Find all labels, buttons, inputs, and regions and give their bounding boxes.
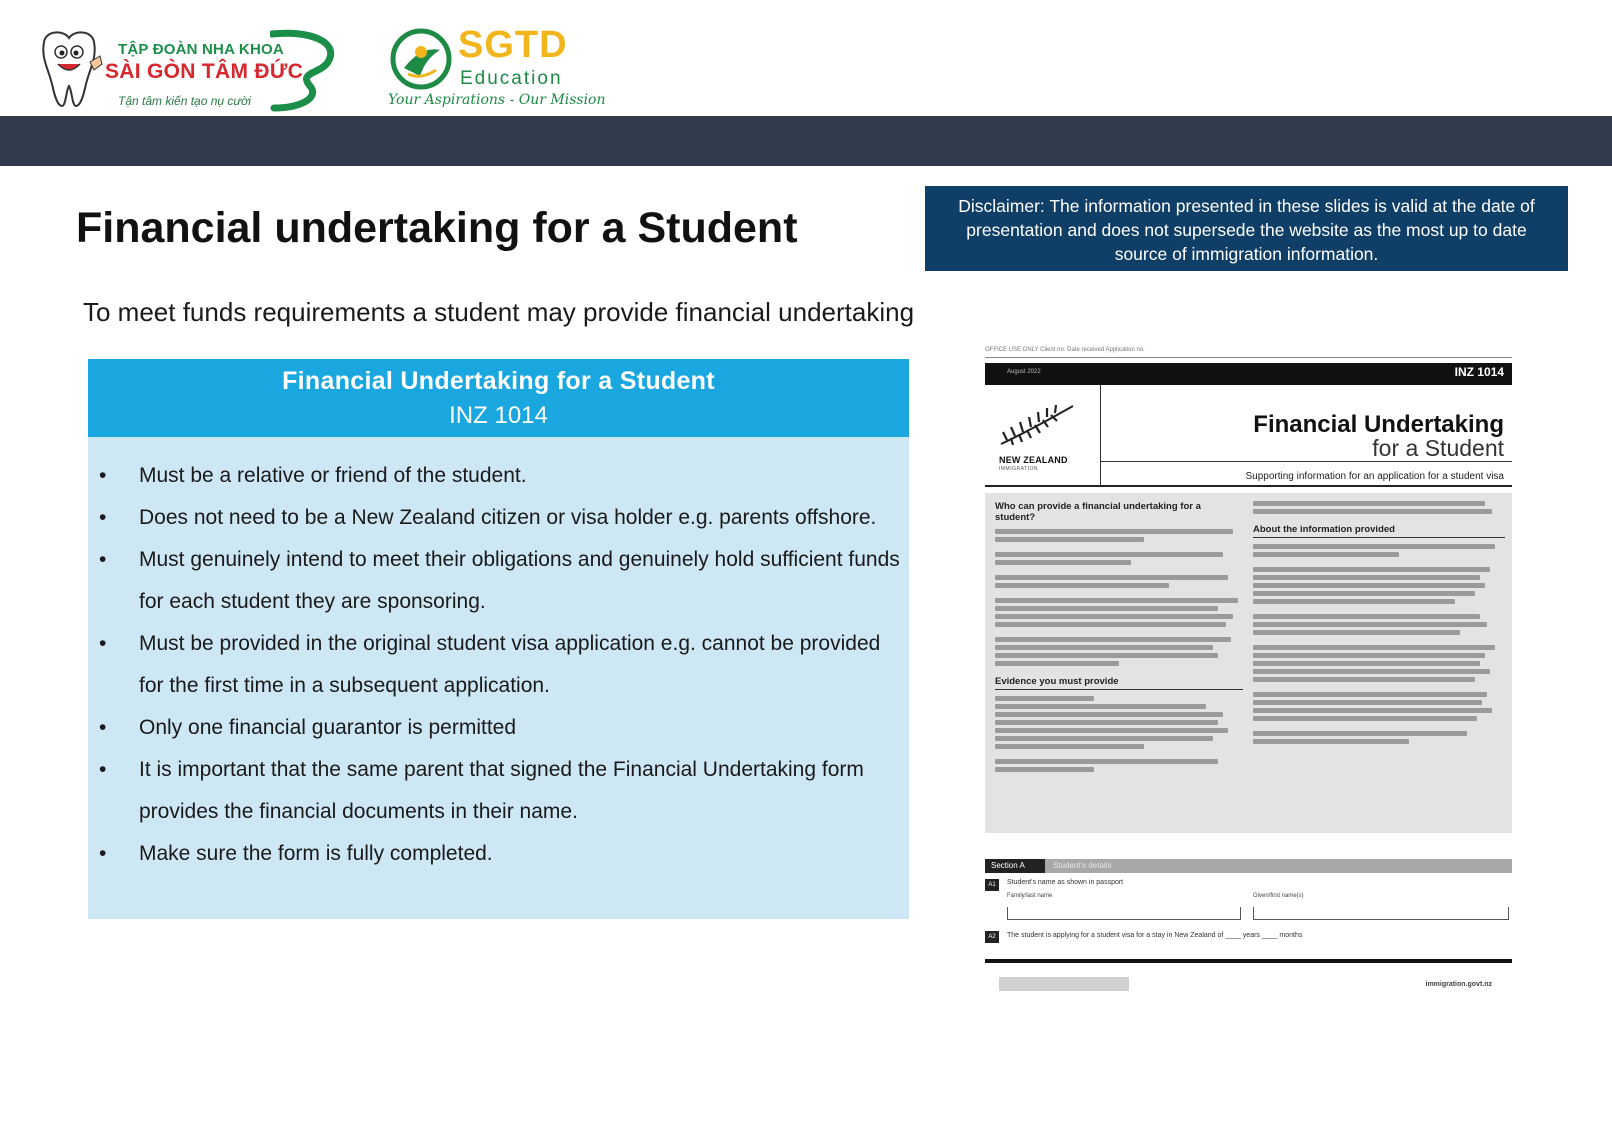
- form-info-right-column: [1253, 501, 1505, 747]
- form-question-label: A2: [985, 931, 999, 943]
- list-item-text: Make sure the form is fully completed.: [139, 842, 493, 865]
- logo-education: Education: [460, 68, 563, 89]
- form-divider: [985, 485, 1512, 487]
- list-item-text: Does not need to be a New Zealand citizen or visa holder e.g. parents offshore.: [139, 506, 877, 529]
- list-item: [88, 539, 909, 623]
- inz1014-form-image: [985, 347, 1512, 1002]
- form-section-title: Student's details: [1053, 861, 1112, 870]
- list-item: [88, 833, 909, 875]
- list-item-text: It is important that the same parent that signed the Financial Undertaking form provides the financial documents in their name.: [139, 758, 864, 823]
- logo-line-1: TẬP ĐOÀN NHA KHOA: [118, 41, 284, 58]
- disclaimer-box: Disclaimer: The information presented in these slides is valid at the date of presentation and does not supersede the website as the most up to date source of immigration information.: [925, 186, 1568, 271]
- requirements-list: [88, 455, 909, 875]
- form-code: INZ 1014: [1454, 365, 1504, 379]
- header-bar: [0, 116, 1612, 166]
- form-info-section: [985, 493, 1512, 833]
- form-footer-url: immigration.govt.nz: [1425, 981, 1492, 988]
- form-divider: [1100, 461, 1512, 462]
- form-info-left-column: [995, 501, 1243, 775]
- bullet-icon: •: [99, 632, 107, 655]
- form-heading: Who can provide a financial undertaking for a student?: [995, 501, 1201, 523]
- list-item: [88, 623, 909, 707]
- form-office-strip: OFFICE USE ONLY Client no. Date received Application no.: [985, 347, 1512, 358]
- silver-fern-icon: [997, 402, 1077, 447]
- form-divider: [1100, 385, 1101, 485]
- logo-mission-tagline: Your Aspirations - Our Mission: [388, 92, 606, 108]
- list-item-text: Must genuinely intend to meet their obligations and genuinely hold sufficient funds for each student they are sponsoring.: [139, 548, 900, 613]
- form-black-bar: [985, 363, 1512, 385]
- form-question-text: The student is applying for a student visa for a stay in New Zealand of ____ years ____ months: [1007, 932, 1303, 939]
- info-panel: [88, 359, 909, 919]
- form-footer-rule: [985, 959, 1512, 963]
- list-item-text: Only one financial guarantor is permitted: [139, 716, 517, 739]
- list-item: [88, 497, 909, 539]
- logo-swoosh-icon: [270, 28, 350, 112]
- bullet-icon: •: [99, 548, 107, 571]
- form-org-sub: IMMIGRATION: [999, 466, 1039, 472]
- form-field-label: Family/last name: [1007, 893, 1053, 899]
- list-item-text: Must be a relative or friend of the student.: [139, 464, 527, 487]
- form-field-box: [1007, 907, 1241, 920]
- info-panel-heading: Financial Undertaking for a Student: [282, 367, 715, 395]
- logo-line-2: SÀI GÒN TÂM ĐỨC: [105, 60, 304, 83]
- mbie-logo: [999, 977, 1129, 991]
- form-subtitle: Supporting information for an application for a student visa: [1245, 471, 1504, 482]
- info-panel-header: [88, 359, 909, 437]
- form-org-name: NEW ZEALAND: [999, 455, 1068, 465]
- sgtd-education-logo: [388, 24, 606, 116]
- form-date: August 2022: [1007, 369, 1041, 375]
- form-question-text: Student's name as shown in passport: [1007, 879, 1124, 886]
- slide-title: Financial undertaking for a Student: [76, 204, 798, 252]
- form-title-line-2: for a Student: [1372, 435, 1504, 461]
- bullet-icon: •: [99, 758, 107, 781]
- bullet-icon: •: [99, 506, 107, 529]
- slide-subtitle: To meet funds requirements a student may provide financial undertaking: [83, 297, 915, 327]
- list-item-text: Must be provided in the original student visa application e.g. cannot be provided for the first time in a subsequent application.: [139, 632, 881, 697]
- bullet-icon: •: [99, 842, 107, 865]
- bullet-icon: •: [99, 716, 107, 739]
- form-field-label: Given/first name(s): [1253, 893, 1304, 899]
- saigon-tam-duc-logo: [32, 24, 352, 114]
- form-heading: Evidence you must provide: [995, 676, 1243, 690]
- bullet-icon: •: [99, 464, 107, 487]
- form-title-line-1: Financial Undertaking: [1253, 411, 1504, 438]
- form-section-label: Section A: [985, 859, 1045, 873]
- form-question-label: A1: [985, 879, 999, 891]
- form-field-box: [1253, 907, 1509, 920]
- list-item: [88, 707, 909, 749]
- list-item: [88, 749, 909, 833]
- info-panel-code: INZ 1014: [449, 402, 548, 429]
- sgtd-emblem-icon: [390, 28, 452, 90]
- logo-tagline: Tận tâm kiến tạo nụ cười: [118, 94, 251, 108]
- tooth-mascot-icon: [34, 28, 104, 110]
- form-heading: About the information provided: [1253, 524, 1505, 538]
- logo-sgtd-name: SGTD: [458, 24, 568, 66]
- list-item: [88, 455, 909, 497]
